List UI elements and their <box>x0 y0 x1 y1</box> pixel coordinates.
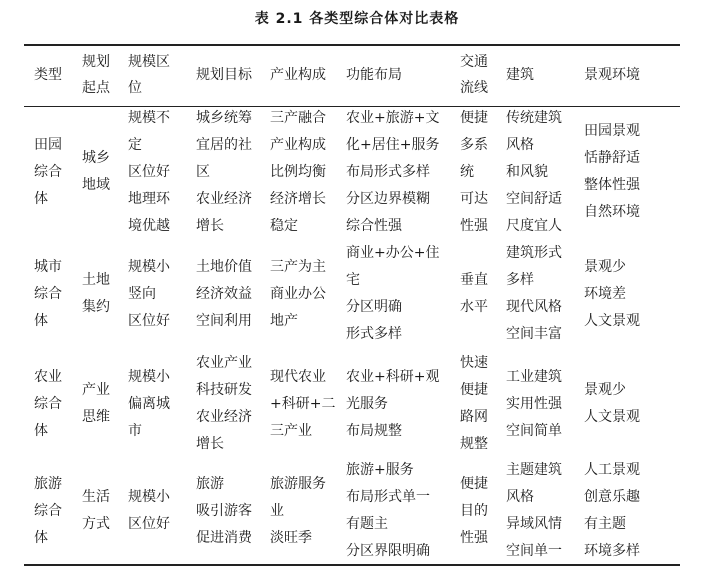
row-1-scale-location-line: 规模不 <box>128 109 170 126</box>
row-1-origin-line: 城乡 <box>82 150 110 166</box>
row-4-origin-line: 方式 <box>82 516 110 532</box>
row-1-industry-line: 产业构成 <box>270 136 326 153</box>
row-3-landscape-line: 景观少 <box>584 382 626 398</box>
row-3-architecture-line: 实用性强 <box>506 395 562 412</box>
row-1-function-layout-line: 分区边界模糊 <box>346 190 430 207</box>
row-4-landscape <box>584 457 640 565</box>
row-2-type <box>34 254 62 335</box>
header-origin-line: 规划 <box>82 54 110 70</box>
row-4-function-layout <box>346 457 430 565</box>
header-scale-location-line: 规模区 <box>128 54 170 70</box>
row-3-industry <box>270 364 335 445</box>
row-3-traffic-line: 快速 <box>460 355 488 371</box>
row-2-goal-line: 空间利用 <box>196 312 252 329</box>
row-3-architecture <box>506 364 562 445</box>
row-1-function-layout-line: 农业+旅游+文 <box>346 109 440 126</box>
row-1-industry-line: 稳定 <box>270 217 298 234</box>
row-4-traffic <box>460 471 488 552</box>
row-4-landscape-line: 人工景观 <box>584 462 640 478</box>
row-3-traffic-line: 规整 <box>460 436 488 452</box>
row-1-scale-location-line: 定 <box>128 136 142 153</box>
row-2-architecture-line: 空间丰富 <box>506 326 562 342</box>
row-3-scale-location-line: 市 <box>128 422 142 439</box>
row-1-industry <box>270 105 326 240</box>
row-2-architecture-line: 现代风格 <box>506 299 562 315</box>
row-1-traffic <box>460 105 488 240</box>
row-3-function-layout <box>346 364 439 445</box>
row-1-architecture-line: 尺度宜人 <box>506 217 562 234</box>
header-architecture <box>506 62 534 88</box>
row-4-type-line: 旅游 <box>34 475 62 492</box>
row-1-type-line: 田园 <box>34 136 62 153</box>
row-3-goal <box>196 350 252 458</box>
row-1-function-layout-line: 综合性强 <box>346 217 402 234</box>
row-3-origin-line: 产业 <box>82 382 110 398</box>
row-1-industry-line: 三产融合 <box>270 109 326 126</box>
row-3-function-layout-line: 光服务 <box>346 395 388 412</box>
table-caption: 表 2.1 各类型综合体对比表格 <box>254 11 460 27</box>
row-3-goal-line: 农业经济 <box>196 409 252 425</box>
row-1-traffic-line: 多系 <box>460 136 488 153</box>
row-1-goal-line: 农业经济 <box>196 190 252 207</box>
header-goal-line: 规划目标 <box>196 67 252 83</box>
row-2-origin-line: 集约 <box>82 299 110 315</box>
row-3-landscape-line: 人文景观 <box>584 409 640 425</box>
row-2-architecture-line: 多样 <box>506 272 534 288</box>
row-1-function-layout <box>346 105 439 240</box>
row-1-scale-location-line: 地理环 <box>128 190 170 207</box>
row-1-traffic-line: 统 <box>460 163 474 180</box>
header-goal <box>196 62 252 88</box>
row-4-architecture-line: 异域风情 <box>506 516 562 532</box>
row-2-traffic <box>460 267 488 321</box>
row-4-scale-location <box>128 484 170 538</box>
row-2-function-layout-line: 分区明确 <box>346 299 402 315</box>
row-2-scale-location-line: 规模小 <box>128 258 170 275</box>
row-2-goal-line: 土地价值 <box>196 258 252 275</box>
row-1-origin <box>82 145 110 199</box>
row-3-function-layout-line: 农业+科研+观 <box>346 368 440 385</box>
row-4-industry <box>270 471 326 552</box>
row-1-goal-line: 增长 <box>196 217 224 234</box>
row-2-function-layout-line: 形式多样 <box>346 326 402 342</box>
row-4-type <box>34 471 62 552</box>
row-1-architecture-line: 传统建筑 <box>506 109 562 126</box>
row-1-scale-location <box>128 105 170 240</box>
header-industry-line: 产业构成 <box>270 67 326 83</box>
row-4-goal-line: 促进消费 <box>196 529 252 546</box>
row-3-goal-line: 增长 <box>196 436 224 452</box>
row-1-architecture-line: 空间舒适 <box>506 190 562 207</box>
row-2-origin <box>82 267 110 321</box>
row-3-scale-location-line: 偏离城 <box>128 395 170 412</box>
row-2-traffic-line: 垂直 <box>460 272 488 288</box>
row-4-type-line: 综合 <box>34 502 62 519</box>
row-3-traffic-line: 路网 <box>460 409 488 425</box>
row-2-type-line: 城市 <box>34 258 62 275</box>
row-4-goal <box>196 471 252 552</box>
row-3-function-layout-line: 布局规整 <box>346 422 402 439</box>
row-3-goal-line: 农业产业 <box>196 355 252 371</box>
row-3-traffic <box>460 350 488 458</box>
row-4-industry-line: 旅游服务 <box>270 475 326 492</box>
row-1-type-line: 体 <box>34 190 48 207</box>
row-1-scale-location-line: 境优越 <box>128 217 170 234</box>
row-4-landscape-line: 环境多样 <box>584 543 640 559</box>
header-traffic-line: 交通 <box>460 54 488 70</box>
row-3-goal-line: 科技研发 <box>196 382 252 398</box>
header-landscape-line: 景观环境 <box>584 67 640 83</box>
row-3-traffic-line: 便捷 <box>460 382 488 398</box>
header-landscape <box>584 62 640 88</box>
row-2-function-layout <box>346 240 439 348</box>
header-traffic-line: 流线 <box>460 80 488 96</box>
row-1-landscape-line: 田园景观 <box>584 123 640 139</box>
row-1-landscape <box>584 118 640 226</box>
header-type <box>34 62 62 88</box>
row-4-origin-line: 生活 <box>82 489 110 505</box>
row-4-function-layout-line: 分区界限明确 <box>346 543 430 559</box>
row-1-landscape-line: 恬静舒适 <box>584 150 640 166</box>
header-function-layout-line: 功能布局 <box>346 67 402 83</box>
row-4-industry-line: 淡旺季 <box>270 529 312 546</box>
row-1-landscape-line: 自然环境 <box>584 204 640 220</box>
header-scale-location-line: 位 <box>128 80 142 96</box>
row-4-function-layout-line: 布局形式单一 <box>346 489 430 505</box>
header-function-layout <box>346 62 402 88</box>
row-2-landscape-line: 环境差 <box>584 285 626 302</box>
row-2-landscape-line: 景观少 <box>584 258 626 275</box>
row-2-function-layout-line: 商业+办公+住 <box>346 245 440 261</box>
row-4-function-layout-line: 旅游+服务 <box>346 462 414 478</box>
header-origin <box>82 49 110 101</box>
row-1-goal-line: 宜居的社 <box>196 136 252 153</box>
row-4-goal-line: 吸引游客 <box>196 502 252 519</box>
row-2-function-layout-line: 宅 <box>346 272 360 288</box>
row-4-industry-line: 业 <box>270 502 284 519</box>
row-2-goal-line: 经济效益 <box>196 285 252 302</box>
row-1-goal-line: 城乡统筹 <box>196 109 252 126</box>
row-1-architecture <box>506 105 562 240</box>
row-4-architecture-line: 空间单一 <box>506 543 562 559</box>
row-2-industry-line: 三产为主 <box>270 258 326 275</box>
row-1-traffic-line: 便捷 <box>460 109 488 126</box>
row-4-goal-line: 旅游 <box>196 475 224 492</box>
row-1-architecture-line: 和风貌 <box>506 163 548 180</box>
row-3-type-line: 综合 <box>34 395 62 412</box>
header-industry <box>270 62 326 88</box>
row-4-origin <box>82 484 110 538</box>
row-3-landscape <box>584 377 640 431</box>
row-2-type-line: 体 <box>34 312 48 329</box>
row-1-industry-line: 比例均衡 <box>270 163 326 180</box>
row-2-landscape <box>584 254 640 335</box>
row-3-type-line: 体 <box>34 422 48 439</box>
row-1-landscape-line: 整体性强 <box>584 177 640 193</box>
header-type-line: 类型 <box>34 67 62 83</box>
header-scale-location <box>128 49 170 101</box>
row-2-architecture-line: 建筑形式 <box>506 245 562 261</box>
row-4-traffic-line: 目的 <box>460 502 488 519</box>
row-1-architecture-line: 风格 <box>506 136 534 153</box>
row-4-landscape-line: 创意乐趣 <box>584 489 640 505</box>
row-2-scale-location-line: 区位好 <box>128 312 170 329</box>
row-2-scale-location-line: 竖向 <box>128 285 156 302</box>
row-1-industry-line: 经济增长 <box>270 190 326 207</box>
row-4-architecture-line: 主题建筑 <box>506 462 562 478</box>
header-architecture-line: 建筑 <box>506 67 534 83</box>
row-4-landscape-line: 有主题 <box>584 516 626 532</box>
row-4-function-layout-line: 有题主 <box>346 516 388 532</box>
row-3-industry-line: 现代农业 <box>270 368 326 385</box>
row-1-origin-line: 地域 <box>82 177 110 193</box>
row-1-type <box>34 132 62 213</box>
row-1-goal <box>196 105 252 240</box>
row-3-origin-line: 思维 <box>82 409 110 425</box>
row-1-traffic-line: 性强 <box>460 217 488 234</box>
row-3-scale-location <box>128 364 170 445</box>
row-4-architecture-line: 风格 <box>506 489 534 505</box>
row-4-traffic-line: 便捷 <box>460 475 488 492</box>
row-2-scale-location <box>128 254 170 335</box>
row-3-industry-line: 三产业 <box>270 422 312 439</box>
row-1-traffic-line: 可达 <box>460 190 488 207</box>
table-top-rule <box>24 44 680 46</box>
row-4-scale-location-line: 规模小 <box>128 489 170 505</box>
header-origin-line: 起点 <box>82 80 110 96</box>
row-1-function-layout-line: 布局形式多样 <box>346 163 430 180</box>
row-3-origin <box>82 377 110 431</box>
row-2-origin-line: 土地 <box>82 272 110 288</box>
row-1-type-line: 综合 <box>34 163 62 180</box>
row-3-industry-line: +科研+二 <box>270 395 336 412</box>
row-4-type-line: 体 <box>34 529 48 546</box>
row-1-function-layout-line: 化+居住+服务 <box>346 136 440 153</box>
row-1-scale-location-line: 区位好 <box>128 163 170 180</box>
row-2-traffic-line: 水平 <box>460 299 488 315</box>
row-2-architecture <box>506 240 562 348</box>
row-3-architecture-line: 空间简单 <box>506 422 562 439</box>
header-traffic <box>460 49 488 101</box>
row-3-type <box>34 364 62 445</box>
row-4-scale-location-line: 区位好 <box>128 516 170 532</box>
row-2-industry-line: 地产 <box>270 312 298 329</box>
row-4-traffic-line: 性强 <box>460 529 488 546</box>
row-3-architecture-line: 工业建筑 <box>506 368 562 385</box>
row-2-landscape-line: 人文景观 <box>584 312 640 329</box>
row-2-industry-line: 商业办公 <box>270 285 326 302</box>
row-2-type-line: 综合 <box>34 285 62 302</box>
row-4-architecture <box>506 457 562 565</box>
row-3-scale-location-line: 规模小 <box>128 368 170 385</box>
row-2-industry <box>270 254 326 335</box>
row-1-goal-line: 区 <box>196 163 210 180</box>
row-2-goal <box>196 254 252 335</box>
row-3-type-line: 农业 <box>34 368 62 385</box>
